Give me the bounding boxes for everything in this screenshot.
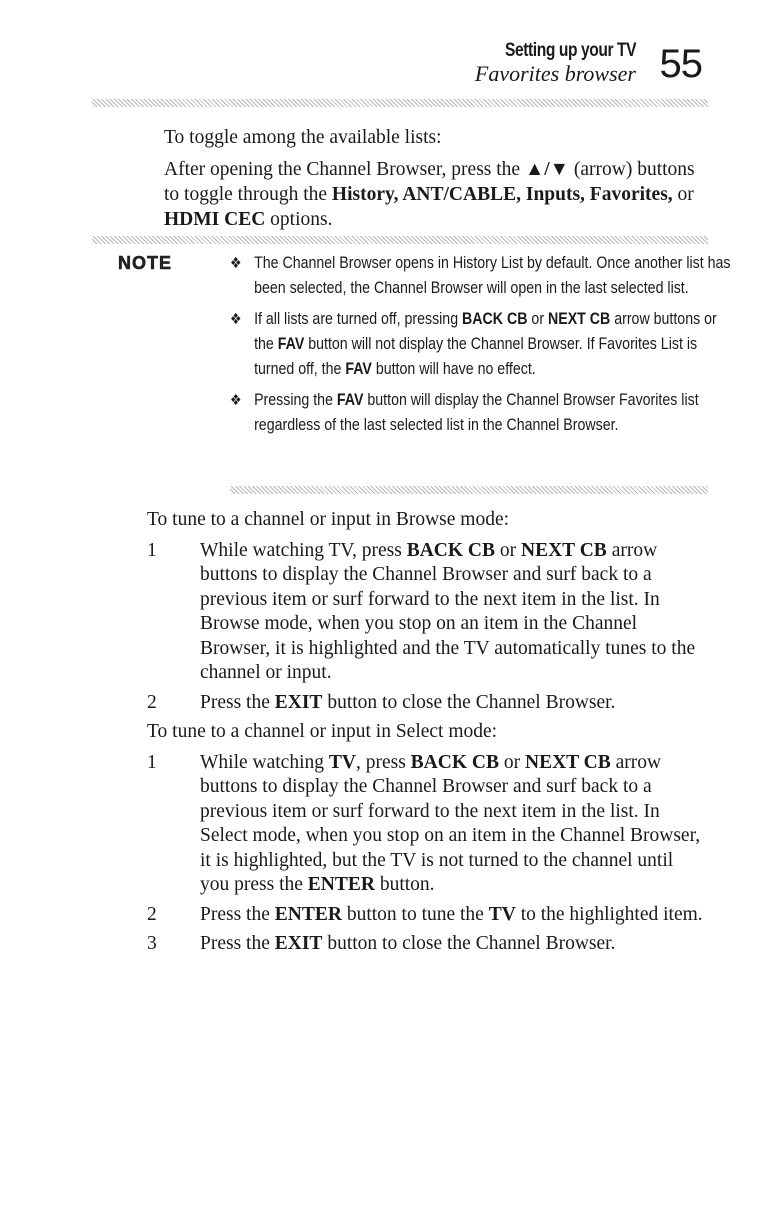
page-number: 55	[659, 42, 702, 86]
subsection-title: Favorites browser	[474, 61, 636, 86]
browse-steps	[147, 539, 707, 716]
procedure-section	[147, 508, 707, 962]
note-bottom-divider	[230, 486, 708, 494]
browse-heading: To tune to a channel or input in Browse mode:	[147, 509, 510, 530]
step-item: 1 While watching TV, press BACK CB or NEXT CB arrow buttons to display the Channel Browser and surf back to a previous item or surf forward to the next item in the list. In Browse mode, when you stop on an item in the Channel Browser, it is highlighted and the TV automatically tunes to the channel or input.	[147, 539, 696, 683]
header-divider	[92, 99, 708, 107]
step-item: 2 Press the ENTER button to tune the TV to the highlighted item.	[147, 903, 703, 925]
step-item: 1 While watching TV, press BACK CB or NEXT CB arrow buttons to display the Channel Browser and surf back to a previous item or surf forward to the next item in the list. In Select mode, when you stop on an item in the Channel Browser, it is highlighted, but the TV is not turned to the channel until you press the ENTER button.	[147, 751, 701, 895]
note-top-divider	[92, 236, 708, 244]
intro-paragraph: After opening the Channel Browser, press the ▲/▼ (arrow) buttons to toggle through the History, ANT/CABLE, Inputs, Favorites, or HDMI CEC options.	[164, 159, 695, 230]
note-item: ❖ The Channel Browser opens in History List by default. Once another list has been selected, the Channel Browser will open in the last selected list.	[230, 251, 736, 301]
select-steps	[147, 751, 707, 957]
intro-heading: To toggle among the available lists:	[164, 127, 442, 148]
diamond-bullet-icon: ❖	[230, 255, 242, 272]
note-label: NOTE	[118, 253, 173, 273]
diamond-bullet-icon: ❖	[230, 311, 242, 328]
section-title: Setting up your TV	[504, 40, 636, 61]
select-heading: To tune to a channel or input in Select mode:	[147, 721, 498, 742]
step-item: 3 Press the EXIT button to close the Channel Browser.	[147, 933, 616, 954]
diamond-bullet-icon: ❖	[230, 392, 242, 409]
note-item: ❖ If all lists are turned off, pressing BACK CB or NEXT CB arrow buttons or the FAV button will not display the Channel Browser. If Favorites List is turned off, the FAV button will have no effect.	[230, 307, 736, 382]
intro-section	[164, 125, 709, 239]
arrow-icons: ▲/▼	[524, 159, 569, 180]
running-header	[475, 40, 636, 86]
note-list	[230, 251, 731, 444]
note-item: ❖ Pressing the FAV button will display the Channel Browser Favorites list regardless of the last selected list in the Channel Browser.	[230, 388, 736, 438]
step-item: 2 Press the EXIT button to close the Channel Browser.	[147, 691, 616, 713]
